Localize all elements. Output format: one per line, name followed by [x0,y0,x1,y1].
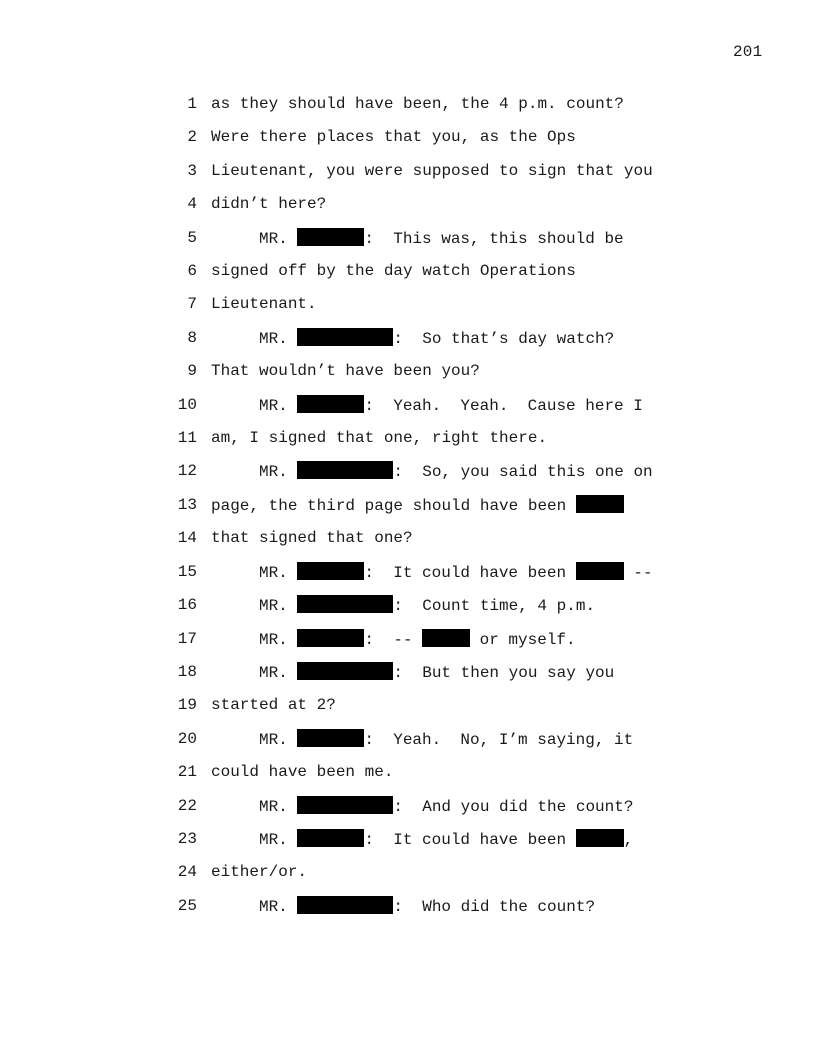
speaker-line: MR. : -- or myself. [259,630,576,649]
redaction-block [297,595,393,613]
line-number: 13 [177,495,197,514]
redaction-block [297,796,393,814]
transcript-line [0,595,816,628]
transcript-line [0,495,816,528]
transcript-line [0,729,816,762]
transcript-line [0,428,816,461]
redaction-block [576,562,624,580]
transcript-line [0,796,816,829]
redaction-block [297,228,364,246]
redaction-block [297,562,364,580]
line-number: 9 [187,362,197,381]
line-number: 20 [177,729,197,748]
speaker-line: MR. : This was, this should be [259,229,624,248]
redaction-block [422,629,470,647]
line-number: 15 [177,562,197,581]
redaction-block [297,461,393,479]
transcript-line [0,127,816,160]
redaction-block [297,395,364,413]
transcript-line [0,762,816,795]
page-number: 201 [733,43,763,61]
speaker-line: MR. : And you did the count? [259,797,634,816]
speaker-line: MR. : It could have been , [259,830,634,849]
transcript-line [0,361,816,394]
line-text: signed off by the day watch Operations [211,262,576,281]
line-text: as they should have been, the 4 p.m. count? [211,95,624,113]
line-number: 24 [177,863,197,882]
line-text: that signed that one? [211,529,413,548]
line-text: Lieutenant, you were supposed to sign that you [211,161,653,180]
transcript-line [0,294,816,327]
line-number: 5 [187,228,197,247]
line-number: 10 [177,395,197,414]
transcript-line [0,662,816,695]
line-number: 22 [177,796,197,815]
line-number: 4 [187,195,197,214]
transcript-line [0,261,816,294]
speaker-line: MR. : Yeah. Yeah. Cause here I [259,396,643,415]
line-number: 14 [177,529,197,548]
line-number: 8 [187,328,197,347]
line-text: Lieutenant. [211,295,317,314]
transcript-line [0,194,816,227]
line-number: 18 [177,662,197,681]
redaction-block [576,495,624,513]
redaction-block [297,662,393,680]
speaker-line: MR. : So that’s day watch? [259,329,615,348]
transcript-line [0,896,816,929]
line-number: 23 [177,829,197,848]
line-text: Were there places that you, as the Ops [211,128,576,147]
transcript-lines [0,94,816,929]
transcript-line [0,862,816,895]
redaction-block [297,829,364,847]
line-number: 1 [187,95,197,113]
line-text: That wouldn’t have been you? [211,362,480,381]
line-text: started at 2? [211,696,336,715]
line-number: 19 [177,696,197,715]
transcript-line [0,528,816,561]
line-number: 2 [187,128,197,147]
line-text: either/or. [211,863,308,882]
transcript-line [0,94,816,127]
transcript-line [0,562,816,595]
line-text: page, the third page should have been [211,495,624,516]
line-text: could have been me. [211,763,394,782]
transcript-line [0,629,816,662]
speaker-line: MR. : It could have been -- [259,563,653,582]
speaker-line: MR. : Yeah. No, I’m saying, it [259,730,634,749]
transcript-line [0,395,816,428]
redaction-block [297,328,393,346]
line-number: 25 [177,896,197,915]
line-number: 12 [177,462,197,481]
line-number: 6 [187,262,197,281]
speaker-line: MR. : Who did the count? [259,897,596,916]
transcript-line [0,228,816,261]
transcript-line [0,695,816,728]
speaker-line: MR. : Count time, 4 p.m. [259,597,596,616]
line-number: 3 [187,161,197,180]
line-text: didn’t here? [211,195,327,214]
line-number: 16 [177,596,197,615]
transcript-line [0,829,816,862]
redaction-block [576,829,624,847]
transcript-line [0,328,816,361]
transcript-line [0,461,816,494]
line-number: 17 [177,629,197,648]
redaction-block [297,629,364,647]
speaker-line: MR. : But then you say you [259,663,615,682]
line-text: am, I signed that one, right there. [211,429,548,448]
line-number: 21 [177,763,197,782]
line-number: 11 [177,429,197,448]
speaker-line: MR. : So, you said this one on [259,463,653,482]
line-number: 7 [187,295,197,314]
transcript-line [0,161,816,194]
redaction-block [297,729,364,747]
redaction-block [297,896,393,914]
